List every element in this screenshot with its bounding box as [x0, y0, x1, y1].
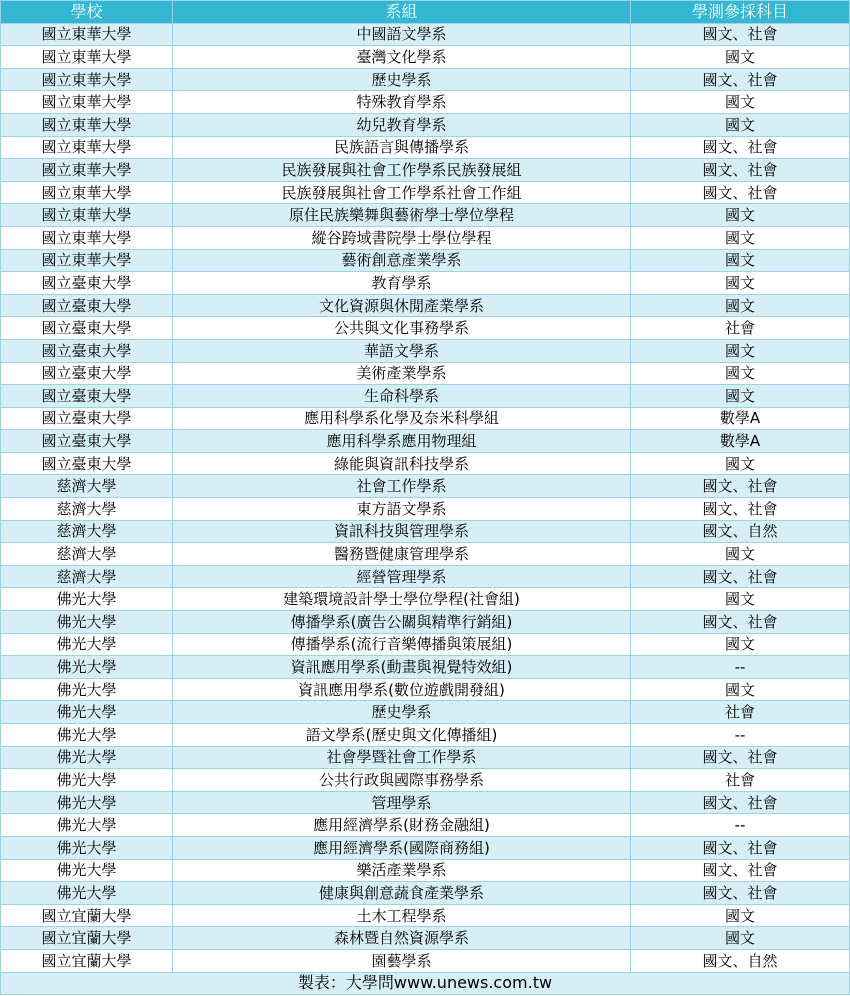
table-row: [1, 543, 850, 566]
school-cell: 佛光大學: [1, 859, 173, 882]
table-row: [1, 475, 850, 498]
subjects-cell: 國文、社會: [631, 68, 850, 91]
department-cell: 特殊教育學系: [173, 91, 631, 114]
department-cell: 中國語文學系: [173, 23, 631, 46]
subjects-cell: --: [631, 814, 850, 837]
school-cell: 佛光大學: [1, 633, 173, 656]
department-cell: 美術產業學系: [173, 362, 631, 385]
table-row: [1, 317, 850, 340]
table-row: [1, 272, 850, 295]
subjects-cell: 國文: [631, 339, 850, 362]
department-cell: 民族發展與社會工作學系社會工作組: [173, 181, 631, 204]
school-cell: 佛光大學: [1, 814, 173, 837]
subjects-cell: --: [631, 724, 850, 747]
department-cell: 原住民族樂舞與藝術學士學位學程: [173, 204, 631, 227]
department-cell: 歷史學系: [173, 68, 631, 91]
table-row: [1, 520, 850, 543]
header-department: 系組: [173, 1, 631, 24]
department-cell: 幼兒教育學系: [173, 113, 631, 136]
table-row: [1, 339, 850, 362]
school-cell: 慈濟大學: [1, 565, 173, 588]
table-row: [1, 113, 850, 136]
table-row: [1, 136, 850, 159]
table-row: [1, 949, 850, 972]
department-cell: 資訊應用學系(數位遊戲開發組): [173, 678, 631, 701]
department-cell: 資訊應用學系(動畫與視覺特效組): [173, 656, 631, 679]
department-cell: 管理學系: [173, 791, 631, 814]
school-cell: 國立東華大學: [1, 226, 173, 249]
subjects-cell: 國文、社會: [631, 859, 850, 882]
school-cell: 國立東華大學: [1, 136, 173, 159]
department-cell: 公共行政與國際事務學系: [173, 769, 631, 792]
subjects-cell: 國文、社會: [631, 475, 850, 498]
department-cell: 森林暨自然資源學系: [173, 927, 631, 950]
school-cell: 佛光大學: [1, 701, 173, 724]
table-row: [1, 656, 850, 679]
department-cell: 建築環境設計學士學位學程(社會組): [173, 588, 631, 611]
school-cell: 佛光大學: [1, 588, 173, 611]
department-cell: 生命科學系: [173, 385, 631, 408]
school-cell: 國立東華大學: [1, 68, 173, 91]
subjects-cell: 國文: [631, 633, 850, 656]
table-row: [1, 249, 850, 272]
school-cell: 佛光大學: [1, 611, 173, 634]
table-row: [1, 159, 850, 182]
table-row: [1, 859, 850, 882]
table-row: [1, 678, 850, 701]
school-cell: 國立臺東大學: [1, 407, 173, 430]
school-cell: 佛光大學: [1, 656, 173, 679]
subjects-cell: 數學A: [631, 430, 850, 453]
department-cell: 傳播學系(廣告公關與精準行銷組): [173, 611, 631, 634]
department-cell: 文化資源與休閒產業學系: [173, 294, 631, 317]
subjects-cell: 國文: [631, 588, 850, 611]
table-row: [1, 452, 850, 475]
table-row: [1, 181, 850, 204]
source-credit: 製表：大學問www.unews.com.tw: [1, 972, 850, 995]
table-row: [1, 633, 850, 656]
subjects-cell: 國文: [631, 362, 850, 385]
school-cell: 慈濟大學: [1, 520, 173, 543]
school-cell: 國立東華大學: [1, 181, 173, 204]
school-cell: 佛光大學: [1, 836, 173, 859]
table-row: [1, 46, 850, 69]
school-cell: 佛光大學: [1, 724, 173, 747]
subjects-cell: 社會: [631, 317, 850, 340]
subjects-cell: 國文: [631, 294, 850, 317]
table-row: [1, 498, 850, 521]
school-cell: 國立宜蘭大學: [1, 949, 173, 972]
table-row: [1, 927, 850, 950]
subjects-cell: 國文: [631, 91, 850, 114]
department-cell: 歷史學系: [173, 701, 631, 724]
table-row: [1, 91, 850, 114]
table-row: [1, 746, 850, 769]
subjects-cell: 社會: [631, 769, 850, 792]
school-cell: 國立臺東大學: [1, 294, 173, 317]
department-cell: 縱谷跨域書院學士學位學程: [173, 226, 631, 249]
school-cell: 國立宜蘭大學: [1, 904, 173, 927]
table-row: [1, 204, 850, 227]
subjects-cell: 國文、社會: [631, 882, 850, 905]
department-cell: 應用科學系應用物理組: [173, 430, 631, 453]
department-cell: 臺灣文化學系: [173, 46, 631, 69]
subjects-cell: 國文、自然: [631, 520, 850, 543]
subjects-cell: 國文、社會: [631, 23, 850, 46]
department-cell: 醫務暨健康管理學系: [173, 543, 631, 566]
school-cell: 國立臺東大學: [1, 317, 173, 340]
subjects-cell: 國文: [631, 678, 850, 701]
subjects-cell: 國文、社會: [631, 498, 850, 521]
department-cell: 藝術創意產業學系: [173, 249, 631, 272]
school-cell: 佛光大學: [1, 769, 173, 792]
subjects-cell: 國文: [631, 226, 850, 249]
department-cell: 社會工作學系: [173, 475, 631, 498]
subjects-cell: 國文: [631, 46, 850, 69]
school-cell: 慈濟大學: [1, 475, 173, 498]
table-row: [1, 769, 850, 792]
department-cell: 公共與文化事務學系: [173, 317, 631, 340]
subjects-cell: 國文: [631, 204, 850, 227]
subjects-cell: 國文: [631, 904, 850, 927]
table-row: [1, 588, 850, 611]
department-cell: 華語文學系: [173, 339, 631, 362]
department-cell: 語文學系(歷史與文化傳播組): [173, 724, 631, 747]
school-cell: 國立臺東大學: [1, 452, 173, 475]
department-cell: 傳播學系(流行音樂傳播與策展組): [173, 633, 631, 656]
table-row: [1, 385, 850, 408]
subjects-cell: 國文: [631, 543, 850, 566]
department-cell: 社會學暨社會工作學系: [173, 746, 631, 769]
department-cell: 民族發展與社會工作學系民族發展組: [173, 159, 631, 182]
subjects-cell: 數學A: [631, 407, 850, 430]
subjects-cell: --: [631, 656, 850, 679]
subjects-cell: 國文: [631, 113, 850, 136]
school-cell: 國立東華大學: [1, 113, 173, 136]
school-cell: 國立東華大學: [1, 46, 173, 69]
table-row: [1, 611, 850, 634]
table-row: [1, 407, 850, 430]
department-cell: 園藝學系: [173, 949, 631, 972]
subjects-cell: 國文: [631, 927, 850, 950]
table-row: [1, 565, 850, 588]
header-subjects: 學測參採科目: [631, 1, 850, 24]
subjects-cell: 國文、社會: [631, 136, 850, 159]
school-cell: 慈濟大學: [1, 498, 173, 521]
department-cell: 資訊科技與管理學系: [173, 520, 631, 543]
subjects-cell: 國文、社會: [631, 181, 850, 204]
table-row: [1, 701, 850, 724]
department-cell: 應用科學系化學及奈米科學組: [173, 407, 631, 430]
table-row: [1, 68, 850, 91]
school-cell: 國立臺東大學: [1, 362, 173, 385]
department-cell: 綠能與資訊科技學系: [173, 452, 631, 475]
department-cell: 樂活產業學系: [173, 859, 631, 882]
school-cell: 國立宜蘭大學: [1, 927, 173, 950]
table-row: [1, 23, 850, 46]
school-cell: 佛光大學: [1, 882, 173, 905]
school-cell: 國立東華大學: [1, 204, 173, 227]
school-cell: 國立臺東大學: [1, 272, 173, 295]
school-cell: 國立東華大學: [1, 249, 173, 272]
header-row: [1, 1, 850, 24]
school-cell: 國立東華大學: [1, 91, 173, 114]
school-cell: 國立臺東大學: [1, 339, 173, 362]
school-cell: 佛光大學: [1, 746, 173, 769]
department-cell: 健康與創意蔬食產業學系: [173, 882, 631, 905]
subjects-cell: 社會: [631, 701, 850, 724]
department-cell: 教育學系: [173, 272, 631, 295]
subjects-cell: 國文、自然: [631, 949, 850, 972]
school-cell: 國立臺東大學: [1, 385, 173, 408]
school-cell: 慈濟大學: [1, 543, 173, 566]
subjects-cell: 國文、社會: [631, 836, 850, 859]
table-row: [1, 226, 850, 249]
school-cell: 佛光大學: [1, 678, 173, 701]
subjects-cell: 國文、社會: [631, 746, 850, 769]
department-cell: 應用經濟學系(國際商務組): [173, 836, 631, 859]
table-row: [1, 724, 850, 747]
school-cell: 國立東華大學: [1, 23, 173, 46]
table-row: [1, 904, 850, 927]
table-row: [1, 836, 850, 859]
table-row: [1, 814, 850, 837]
school-cell: 國立東華大學: [1, 159, 173, 182]
table-row: [1, 882, 850, 905]
school-cell: 國立臺東大學: [1, 430, 173, 453]
department-cell: 東方語文學系: [173, 498, 631, 521]
subjects-cell: 國文、社會: [631, 611, 850, 634]
subjects-cell: 國文: [631, 385, 850, 408]
footer-row: [1, 972, 850, 995]
subjects-cell: 國文、社會: [631, 565, 850, 588]
school-cell: 佛光大學: [1, 791, 173, 814]
department-cell: 土木工程學系: [173, 904, 631, 927]
header-school: 學校: [1, 1, 173, 24]
table-body: [1, 23, 850, 972]
table-row: [1, 294, 850, 317]
department-cell: 經營管理學系: [173, 565, 631, 588]
table-row: [1, 430, 850, 453]
subjects-cell: 國文、社會: [631, 159, 850, 182]
department-cell: 民族語言與傳播學系: [173, 136, 631, 159]
subjects-cell: 國文、社會: [631, 791, 850, 814]
table-row: [1, 362, 850, 385]
department-cell: 應用經濟學系(財務金融組): [173, 814, 631, 837]
subjects-cell: 國文: [631, 249, 850, 272]
table-row: [1, 791, 850, 814]
subjects-cell: 國文: [631, 452, 850, 475]
subjects-cell: 國文: [631, 272, 850, 295]
